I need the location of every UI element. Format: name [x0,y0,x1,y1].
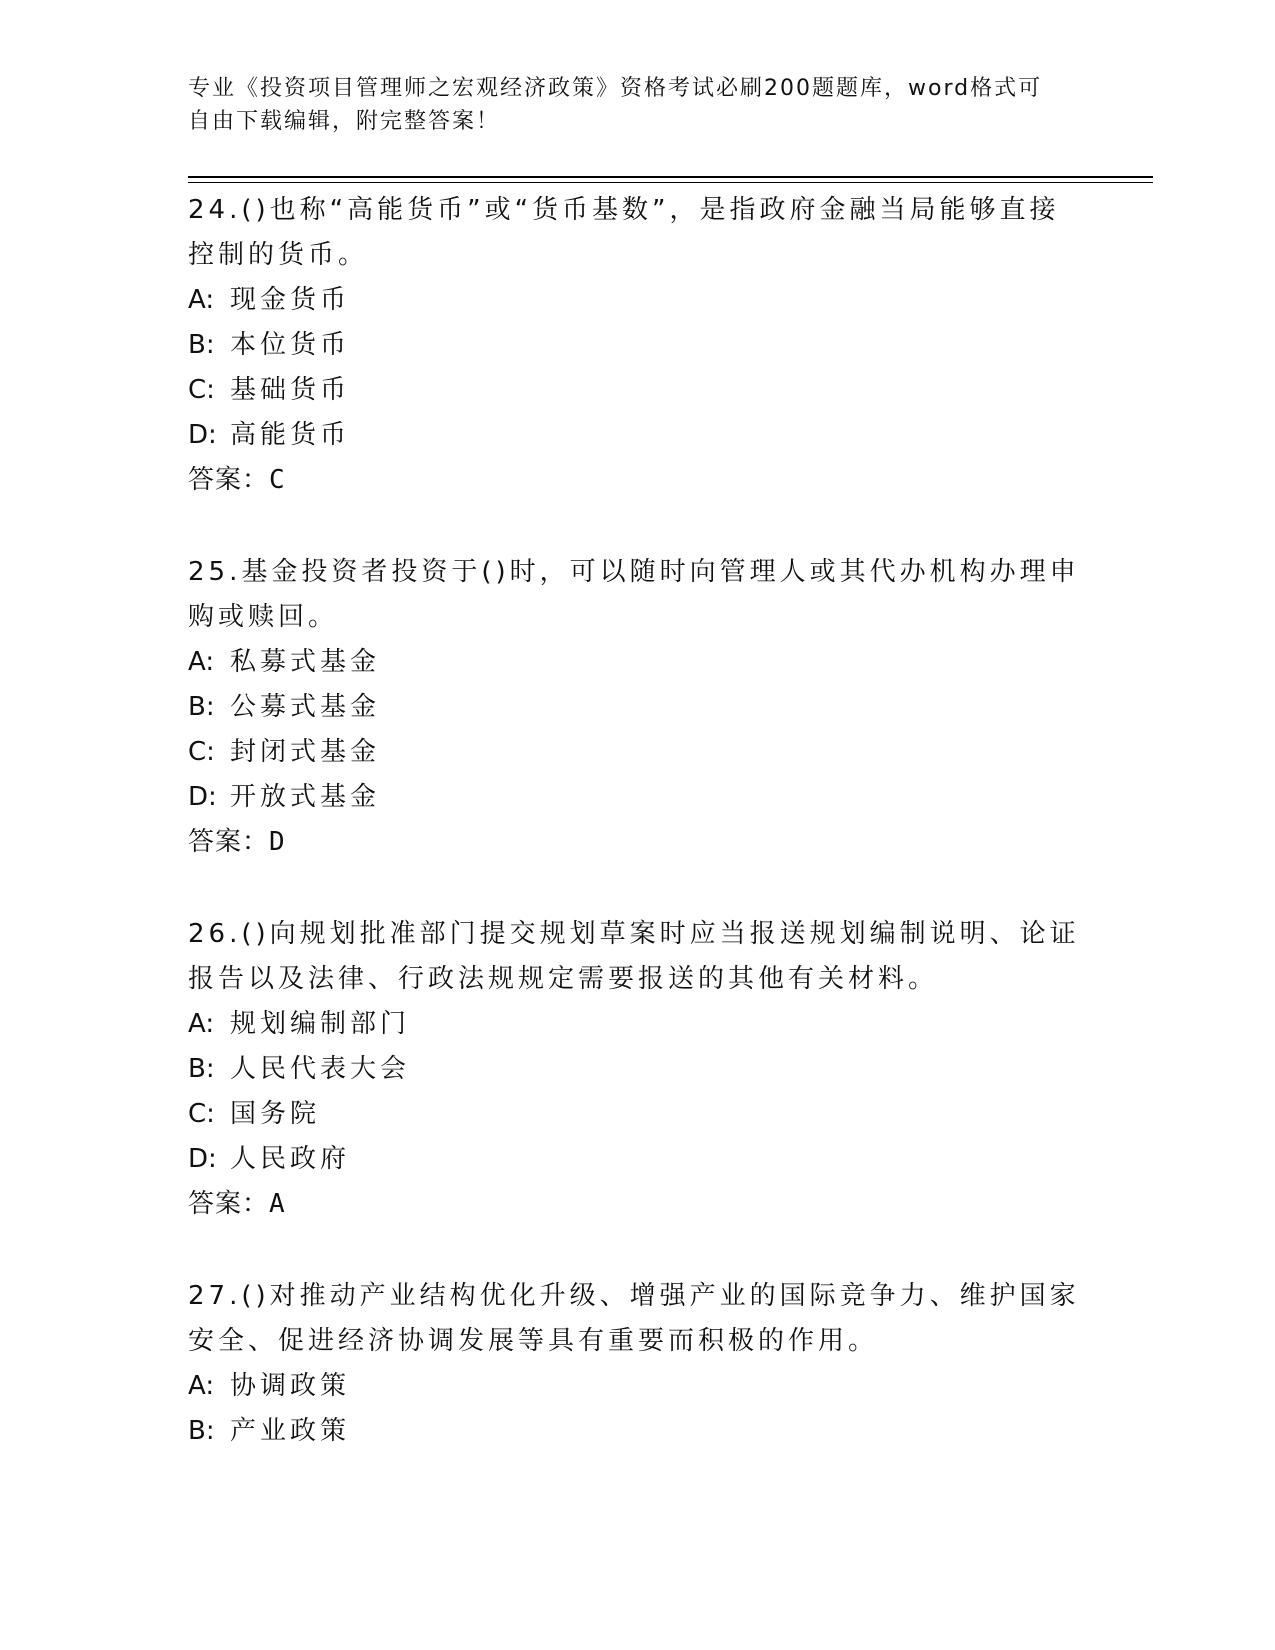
option-b [188,323,1088,368]
document-header [188,72,1068,138]
option-d [188,775,1088,820]
option-text: 高能货币 [230,420,351,450]
option-text: 协调政策 [230,1371,351,1401]
option-text: 国务院 [230,1099,321,1129]
option-text: 现金货币 [230,285,351,315]
question-24 [188,188,1088,503]
header-divider-thin [188,182,1153,183]
question-25 [188,550,1088,865]
option-letter: B: [188,330,215,360]
option-a [188,1364,1088,1409]
option-c [188,368,1088,413]
option-text: 本位货币 [230,330,351,360]
option-letter: C: [188,737,215,767]
option-letter: D: [188,1144,217,1174]
option-text: 基础货币 [230,375,351,405]
option-letter: B: [188,1416,215,1446]
answer-value: D [269,827,286,857]
question-list [188,188,1088,1501]
option-b [188,1047,1088,1092]
answer-line [188,1182,1088,1227]
option-letter: A: [188,285,215,315]
header-line-2: 自由下载编辑，附完整答案！ [188,109,501,134]
option-c [188,730,1088,775]
option-letter: C: [188,375,215,405]
option-text: 开放式基金 [230,782,381,812]
answer-label: 答案： [188,1189,270,1219]
question-stem: 27.()对推动产业结构优化升级、增强产业的国际竞争力、维护国家安全、促进经济协调发展等具有重要而积极的作用。 [188,1281,1080,1356]
option-text: 人民政府 [230,1144,351,1174]
question-26 [188,912,1088,1227]
option-letter: B: [188,692,215,722]
option-text: 产业政策 [230,1416,351,1446]
answer-label: 答案： [188,465,270,495]
option-letter: A: [188,647,215,677]
question-stem: 26.()向规划批准部门提交规划草案时应当报送规划编制说明、论证报告以及法律、行政法规规定需要报送的其他有关材料。 [188,919,1080,994]
option-letter: B: [188,1054,215,1084]
option-letter: A: [188,1371,215,1401]
option-d [188,413,1088,458]
option-a [188,1002,1088,1047]
option-b [188,685,1088,730]
option-d [188,1137,1088,1182]
header-line-1: 专业《投资项目管理师之宏观经济政策》资格考试必刷200题题库，word格式可 [188,76,1043,101]
option-c [188,1092,1088,1137]
header-divider-thick [188,176,1153,178]
question-stem: 24.()也称“高能货币”或“货币基数”，是指政府金融当局能够直接控制的货币。 [188,195,1060,270]
answer-line [188,820,1088,865]
option-letter: A: [188,1009,215,1039]
option-letter: D: [188,782,217,812]
option-b [188,1409,1088,1454]
answer-label: 答案： [188,827,270,857]
option-letter: D: [188,420,217,450]
question-27 [188,1274,1088,1454]
answer-value: C [269,465,286,495]
question-stem: 25.基金投资者投资于()时，可以随时向管理人或其代办机构办理申购或赎回。 [188,557,1080,632]
option-a [188,640,1088,685]
option-a [188,278,1088,323]
option-text: 封闭式基金 [230,737,381,767]
option-letter: C: [188,1099,215,1129]
answer-value: A [269,1189,286,1219]
option-text: 人民代表大会 [230,1054,411,1084]
option-text: 公募式基金 [230,692,381,722]
option-text: 规划编制部门 [230,1009,411,1039]
answer-line [188,458,1088,503]
option-text: 私募式基金 [230,647,381,677]
